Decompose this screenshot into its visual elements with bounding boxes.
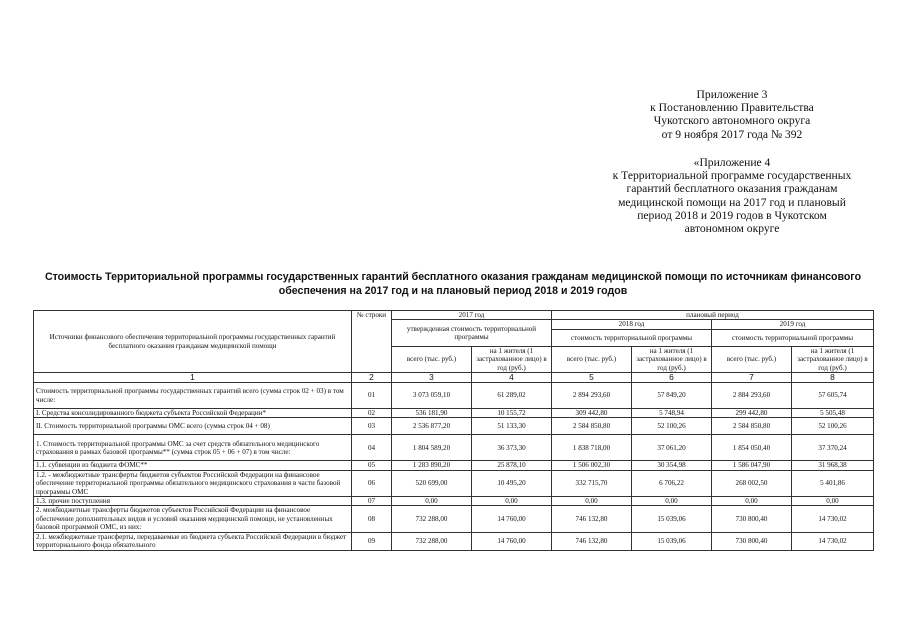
row-value: 1 804 589,20 — [392, 435, 472, 461]
row-value: 37 061,20 — [632, 435, 712, 461]
row-value: 5 401,86 — [792, 470, 874, 496]
row-value: 31 968,38 — [792, 461, 874, 470]
appendix-line: автономном округе — [684, 222, 780, 236]
row-value: 0,00 — [472, 497, 552, 506]
header-sources: Источники финансового обеспечения территориальной программы государственных гарантий бесплатного оказания гражданам медицинской помощи — [34, 311, 352, 373]
row-value: 299 442,80 — [712, 409, 792, 418]
row-value: 0,00 — [792, 497, 874, 506]
row-value: 0,00 — [392, 497, 472, 506]
row-value: 3 073 059,10 — [392, 383, 472, 409]
row-value: 2 536 877,20 — [392, 418, 472, 435]
row-value: 52 100,26 — [792, 418, 874, 435]
appendix-line: от 9 ноября 2017 года № 392 — [661, 127, 803, 141]
appendix-4-header — [576, 156, 888, 235]
row-value: 746 132,80 — [552, 532, 632, 550]
row-value: 14 760,00 — [472, 506, 552, 532]
row-value: 0,00 — [552, 497, 632, 506]
header-approved-cost: утвержденная стоимость территориальной программы — [392, 320, 552, 346]
header-row-number: № строки — [352, 311, 392, 373]
appendix-line: Чукотского автономного округа — [653, 114, 811, 128]
appendix-line: гарантий бесплатного оказания гражданам — [626, 182, 838, 196]
row-value: 14 730,02 — [792, 532, 874, 550]
appendix-3-header — [576, 88, 888, 141]
row-value: 2 884 293,60 — [712, 383, 792, 409]
table-row — [34, 461, 874, 470]
column-index: 2 — [352, 373, 392, 383]
row-value: 1 586 047,90 — [712, 461, 792, 470]
row-value: 730 800,40 — [712, 506, 792, 532]
table-row — [34, 383, 874, 409]
row-source-label: 1.1. субвенции из бюджета ФОМС** — [34, 461, 352, 470]
row-value: 309 442,80 — [552, 409, 632, 418]
header-year-2019: 2019 год — [712, 320, 874, 329]
header-cost-2019: стоимость территориальной программы — [712, 329, 874, 346]
row-value: 732 288,00 — [392, 506, 472, 532]
row-number: 07 — [352, 497, 392, 506]
header-total-2017: всего (тыс. руб.) — [392, 346, 472, 372]
table-row — [34, 532, 874, 550]
row-value: 730 800,40 — [712, 532, 792, 550]
row-value: 1 838 718,00 — [552, 435, 632, 461]
column-index: 8 — [792, 373, 874, 383]
column-index: 4 — [472, 373, 552, 383]
appendix-line: Приложение 3 — [696, 88, 768, 101]
row-source-label: Стоимость территориальной программы государственных гарантий всего (сумма строк 02 + 03) в том числе: — [34, 383, 352, 409]
row-number: 03 — [352, 418, 392, 435]
row-number: 05 — [352, 461, 392, 470]
column-index: 6 — [632, 373, 712, 383]
row-source-label: 2.1. межбюджетные трансферты, передаваемые из бюджета субъекта Российской Федерации в бюджет территориального фонда обязательного — [34, 532, 352, 550]
row-value: 25 878,10 — [472, 461, 552, 470]
row-value: 37 370,24 — [792, 435, 874, 461]
row-source-label: 1.3. прочие поступления — [34, 497, 352, 506]
row-value: 1 854 050,40 — [712, 435, 792, 461]
cost-table — [33, 310, 874, 551]
header-total-2019: всего (тыс. руб.) — [712, 346, 792, 372]
table-row — [34, 418, 874, 435]
row-value: 1 283 890,20 — [392, 461, 472, 470]
row-number: 08 — [352, 506, 392, 532]
title-line-1: Стоимость Территориальной программы государственных гарантий бесплатного оказания гражданам медицинской помощи по источникам финансового — [44, 271, 862, 283]
row-value: 30 354,98 — [632, 461, 712, 470]
header-year-2017: 2017 год — [392, 311, 552, 320]
row-value: 52 100,26 — [632, 418, 712, 435]
row-value: 61 289,02 — [472, 383, 552, 409]
row-number: 01 — [352, 383, 392, 409]
header-planned-period: плановый период — [552, 311, 874, 320]
row-value: 14 730,02 — [792, 506, 874, 532]
document-title — [24, 271, 882, 298]
row-value: 15 039,06 — [632, 506, 712, 532]
row-value: 520 699,00 — [392, 470, 472, 496]
row-number: 09 — [352, 532, 392, 550]
header-per-capita-2019: на 1 жителя (1 застрахованное лицо) в год (руб.) — [792, 346, 874, 372]
row-value: 536 181,90 — [392, 409, 472, 418]
row-value: 0,00 — [632, 497, 712, 506]
row-number: 06 — [352, 470, 392, 496]
header-total-2018: всего (тыс. руб.) — [552, 346, 632, 372]
row-value: 0,00 — [712, 497, 792, 506]
row-value: 10 155,72 — [472, 409, 552, 418]
header-per-capita-2017: на 1 жителя (1 застрахованное лицо) в год (руб.) — [472, 346, 552, 372]
row-value: 6 706,22 — [632, 470, 712, 496]
column-index: 7 — [712, 373, 792, 383]
table-row — [34, 470, 874, 496]
row-value: 2 584 850,80 — [712, 418, 792, 435]
row-value: 36 373,30 — [472, 435, 552, 461]
title-line-2: обеспечения на 2017 год и на плановый период 2018 и 2019 годов — [278, 284, 628, 297]
row-value: 746 132,80 — [552, 506, 632, 532]
appendix-line: к Территориальной программе государственных — [612, 169, 852, 183]
row-source-label: 2. межбюджетные трансферты бюджетов субъектов Российской Федерации на финансовое обеспечение дополнительных видов и условий оказания медицинской помощи, не установленных базовой программой ОМС, из них: — [34, 506, 352, 532]
row-source-label: 1. Стоимость территориальной программы ОМС за счет средств обязательного медицинского страхования в рамках базовой программы** (сумма строк 05 + 06 + 07) в том числе: — [34, 435, 352, 461]
appendix-line: медицинской помощи на 2017 год и плановый — [618, 195, 846, 209]
row-value: 5 505,48 — [792, 409, 874, 418]
table-body — [34, 383, 874, 550]
table-row — [34, 435, 874, 461]
row-value: 2 894 293,60 — [552, 383, 632, 409]
table-row — [34, 409, 874, 418]
row-value: 732 288,00 — [392, 532, 472, 550]
column-index: 1 — [34, 373, 352, 383]
header-cost-2018: стоимость территориальной программы — [552, 329, 712, 346]
row-value: 2 584 850,80 — [552, 418, 632, 435]
row-value: 57 849,20 — [632, 383, 712, 409]
row-value: 57 605,74 — [792, 383, 874, 409]
row-value: 5 748,94 — [632, 409, 712, 418]
row-value: 51 133,30 — [472, 418, 552, 435]
row-value: 14 760,00 — [472, 532, 552, 550]
appendix-line: к Постановлению Правительства — [650, 101, 814, 115]
row-value: 1 506 002,30 — [552, 461, 632, 470]
row-value: 15 039,06 — [632, 532, 712, 550]
column-index: 3 — [392, 373, 472, 383]
row-source-label: 1.2. - межбюджетные трансферты бюджетов субъектов Российской Федерации на финансовое обеспечение территориальной программы обязательного медицинского страхования в части базовой программы ОМС — [34, 470, 352, 496]
row-number: 02 — [352, 409, 392, 418]
header-per-capita-2018: на 1 жителя (1 застрахованное лицо) в год (руб.) — [632, 346, 712, 372]
header-year-2018: 2018 год — [552, 320, 712, 329]
row-source-label: II. Стоимость территориальной программы ОМС всего (сумма строк 04 + 08) — [34, 418, 352, 435]
row-source-label: I. Средства консолидированного бюджета субъекта Российской Федерации* — [34, 409, 352, 418]
row-value: 268 002,50 — [712, 470, 792, 496]
table-row — [34, 506, 874, 532]
appendix-line: «Приложение 4 — [693, 156, 771, 169]
table-row — [34, 497, 874, 506]
row-value: 332 715,70 — [552, 470, 632, 496]
appendix-line: период 2018 и 2019 годов в Чукотском — [637, 208, 827, 222]
row-value: 10 495,20 — [472, 470, 552, 496]
row-number: 04 — [352, 435, 392, 461]
column-index: 5 — [552, 373, 632, 383]
